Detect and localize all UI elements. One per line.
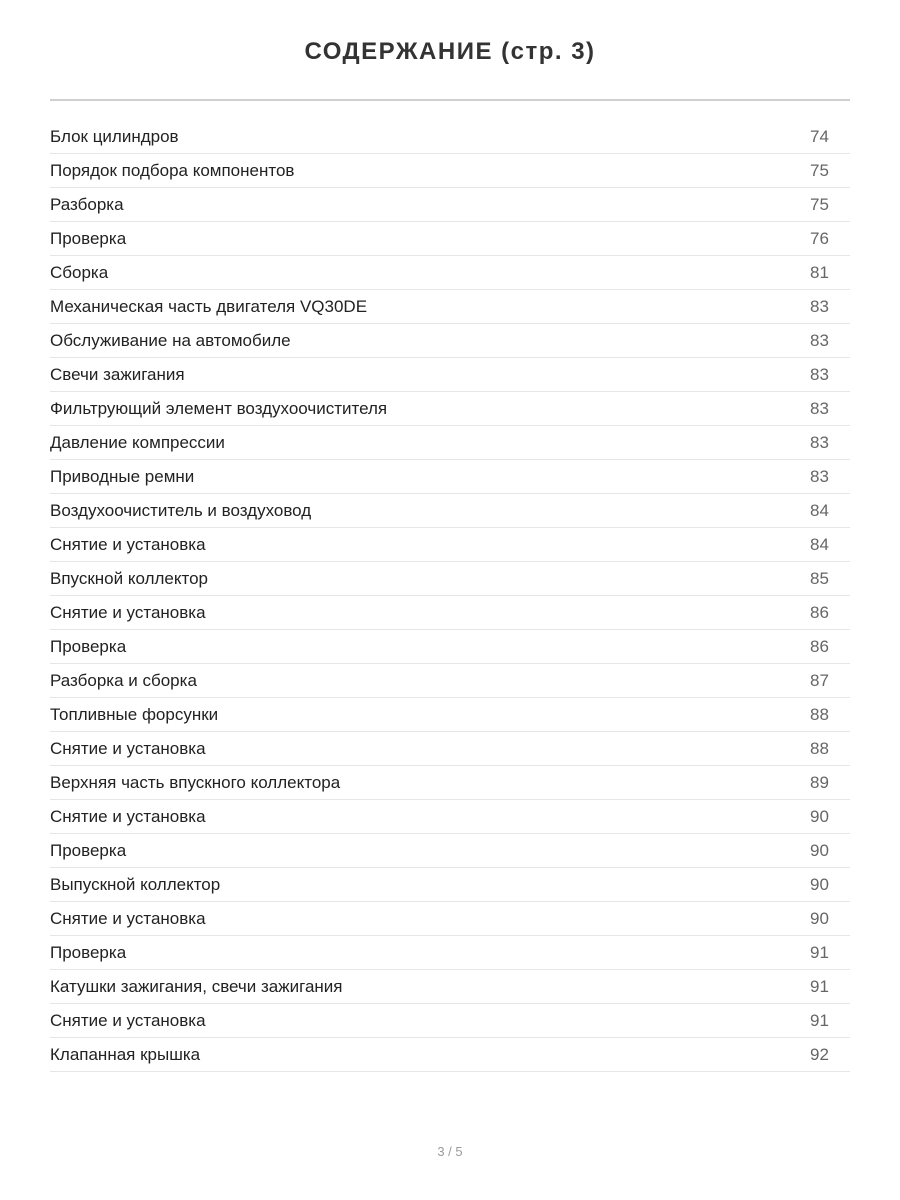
toc-entry[interactable]	[50, 698, 850, 732]
toc-entry[interactable]	[50, 290, 850, 324]
toc-entry-title: Давление компрессии	[50, 432, 225, 452]
toc-entry-title: Снятие и установка	[50, 806, 206, 826]
toc-entry-page-number: 83	[810, 330, 829, 350]
toc-entry-title: Проверка	[50, 636, 127, 656]
toc-entry-page-number: 86	[810, 636, 829, 656]
toc-entry[interactable]	[50, 970, 850, 1004]
toc-entry-page-number: 92	[810, 1044, 829, 1064]
toc-entry-page-number: 76	[810, 228, 829, 248]
toc-entry[interactable]	[50, 800, 850, 834]
toc-entry-page-number: 84	[810, 500, 829, 520]
toc-entry-page-number: 88	[810, 704, 829, 724]
toc-entry-page-number: 84	[810, 534, 829, 554]
toc-entry[interactable]	[50, 766, 850, 800]
toc-entry-page-number: 75	[810, 160, 829, 180]
toc-entry-title: Проверка	[50, 942, 127, 962]
toc-entry-title: Выпускной коллектор	[50, 874, 221, 894]
toc-entry-page-number: 83	[810, 398, 829, 418]
toc-entry-title: Свечи зажигания	[50, 364, 185, 384]
toc-entry[interactable]	[50, 834, 850, 868]
toc-entry-title: Проверка	[50, 228, 127, 248]
page-title: СОДЕРЖАНИЕ (стр. 3)	[304, 38, 596, 65]
toc-entry-title: Сборка	[50, 262, 109, 282]
toc-entry[interactable]	[50, 392, 850, 426]
toc-entry-page-number: 74	[810, 126, 829, 146]
toc-entry-title: Проверка	[50, 840, 127, 860]
toc-entry[interactable]	[50, 630, 850, 664]
toc-entry-page-number: 90	[810, 908, 829, 928]
toc-entry-page-number: 86	[810, 602, 829, 622]
toc-entry-title: Воздухоочиститель и воздуховод	[50, 500, 312, 520]
toc-entry[interactable]	[50, 902, 850, 936]
toc-entry[interactable]	[50, 460, 850, 494]
toc-entry-title: Разборка	[50, 194, 124, 214]
toc-entry-title: Снятие и установка	[50, 1010, 206, 1030]
toc-entry-page-number: 90	[810, 806, 829, 826]
toc-entry[interactable]	[50, 732, 850, 766]
toc-entry[interactable]	[50, 426, 850, 460]
toc-entry[interactable]	[50, 528, 850, 562]
toc-list	[50, 120, 850, 1072]
toc-entry-page-number: 91	[810, 1010, 829, 1030]
toc-entry-title: Клапанная крышка	[50, 1044, 201, 1064]
toc-entry-page-number: 88	[810, 738, 829, 758]
toc-entry-title: Снятие и установка	[50, 602, 206, 622]
toc-entry-page-number: 83	[810, 432, 829, 452]
toc-entry[interactable]	[50, 664, 850, 698]
toc-entry-page-number: 91	[810, 942, 829, 962]
toc-entry[interactable]	[50, 1004, 850, 1038]
toc-entry-title: Блок цилиндров	[50, 126, 179, 146]
toc-entry-title: Топливные форсунки	[50, 704, 219, 724]
toc-entry-page-number: 83	[810, 296, 829, 316]
toc-entry-title: Разборка и сборка	[50, 670, 197, 690]
toc-entry[interactable]	[50, 120, 850, 154]
toc-entry-page-number: 91	[810, 976, 829, 996]
toc-entry-page-number: 90	[810, 840, 829, 860]
toc-entry[interactable]	[50, 936, 850, 970]
toc-entry[interactable]	[50, 154, 850, 188]
toc-entry-page-number: 90	[810, 874, 829, 894]
toc-entry-page-number: 89	[810, 772, 829, 792]
toc-entry-title: Обслуживание на автомобиле	[50, 330, 291, 350]
toc-entry-title: Приводные ремни	[50, 466, 195, 486]
title-divider	[50, 99, 850, 101]
toc-entry[interactable]	[50, 596, 850, 630]
toc-entry-page-number: 83	[810, 466, 829, 486]
toc-entry-page-number: 87	[810, 670, 829, 690]
toc-entry-title: Снятие и установка	[50, 908, 206, 928]
toc-entry[interactable]	[50, 222, 850, 256]
toc-entry-page-number: 81	[810, 262, 829, 282]
toc-entry-page-number: 85	[810, 568, 829, 588]
toc-entry[interactable]	[50, 256, 850, 290]
toc-entry-page-number: 75	[810, 194, 829, 214]
toc-entry[interactable]	[50, 324, 850, 358]
toc-entry-title: Катушки зажигания, свечи зажигания	[50, 976, 343, 996]
toc-entry[interactable]	[50, 562, 850, 596]
toc-entry-title: Порядок подбора компонентов	[50, 160, 295, 180]
toc-entry-page-number: 83	[810, 364, 829, 384]
toc-entry-title: Снятие и установка	[50, 534, 206, 554]
toc-entry-title: Фильтрующий элемент воздухоочистителя	[50, 398, 388, 418]
toc-entry-title: Верхняя часть впускного коллектора	[50, 772, 341, 792]
toc-entry[interactable]	[50, 188, 850, 222]
toc-entry[interactable]	[50, 494, 850, 528]
toc-entry-title: Снятие и установка	[50, 738, 206, 758]
toc-entry[interactable]	[50, 868, 850, 902]
toc-entry[interactable]	[50, 358, 850, 392]
toc-entry-title: Впускной коллектор	[50, 568, 208, 588]
toc-entry-title: Механическая часть двигателя VQ30DE	[50, 296, 368, 316]
page-indicator: 3 / 5	[437, 1144, 463, 1159]
toc-entry[interactable]	[50, 1038, 850, 1072]
